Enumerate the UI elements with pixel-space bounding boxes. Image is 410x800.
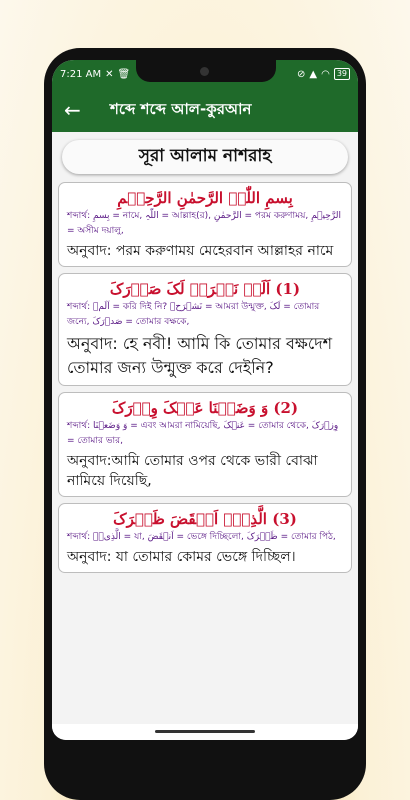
verse-translation: অনুবাদ: পরম করুণাময় মেহেরবান আল্লাহর নামে (67, 243, 334, 259)
surah-title: সূরা আলাম নাশরাহ (62, 140, 348, 174)
battery-icon: 39 (334, 68, 350, 80)
wifi-off-icon: ⊘ (296, 68, 306, 80)
wifi-icon: ◠ (321, 68, 330, 80)
verse-translation: অনুবাদ: যা তোমার কোমর ভেঙ্গে দিচ্ছিল। (67, 549, 296, 565)
delete-icon: 🗑 (117, 68, 131, 80)
navigation-bar (52, 724, 358, 740)
camera-icon (200, 67, 209, 76)
back-arrow-icon[interactable]: ← (64, 98, 81, 122)
verse-translation: অনুবাদ:আমি তোমার ওপর থেকে ভারী বোঝা নামিয়ে দিয়েছি, (67, 453, 318, 489)
status-time: 7:21 AM (60, 68, 102, 80)
verse-arabic: (2) وَ وَضَعۡنَا عَنۡکَ وِزۡرَکَ (111, 399, 299, 417)
home-gesture-bar[interactable] (155, 730, 255, 733)
verse-arabic: (1) اَلَمۡ نَشۡرَحۡ لَکَ صَدۡرَکَ (109, 280, 301, 298)
verse-word-meaning: শব্দার্থ: اَلَمۡ = করি দিই নি? نَشۡرَحۡ = আমরা উন্মুক্ত, لَکَ = তোমার জন্যে, صَدۡرَکَ = তোমার বক্ষকে, (67, 302, 320, 327)
verse-list[interactable] (52, 132, 358, 740)
verse-word-meaning: শব্দার্থ: الَّذِیۡۤ = যা, اَنۡقَضَ = ভেঙ্গে দিচ্ছিলো, ظَہۡرَکَ = তোমার পিঠ, (67, 532, 336, 542)
verse-translation: অনুবাদ: হে নবী! আমি কি তোমার বক্ষদেশ তোমার জন্য উন্মুক্ত করে দেইনি? (67, 334, 333, 377)
vibrate-off-icon: ✕ (105, 68, 114, 80)
verse-word-meaning: শব্দার্থ: وَ وَضَعۡنَا = এবং আমরা নামিয়েছি, عَنۡکَ = তোমার থেকে, وِزۡرَکَ = তোমার ভার, (67, 421, 339, 446)
verse-card[interactable] (58, 392, 352, 497)
phone-screen (52, 60, 358, 740)
signal-icon: ▲ (309, 68, 318, 80)
verse-arabic: بِسمِ اللّٰہِ الرَّحمٰنِ الرَّحِیۡمِ (117, 189, 293, 207)
app-title: শব্দে শব্দে আল-কুরআন (110, 99, 252, 118)
verse-card[interactable] (58, 273, 352, 386)
verse-arabic: (3) الَّذِیۡۤ اَنۡقَضَ ظَہۡرَکَ (113, 510, 297, 528)
verse-card[interactable] (58, 503, 352, 573)
app-bar (52, 88, 358, 132)
verse-card[interactable] (58, 182, 352, 267)
camera-notch (136, 60, 276, 82)
verse-word-meaning: শব্দার্থ: بِسمِ = নামে, اللّٰہِ = আল্লাহ(র), الرَّحمٰنِ = পরম করুণাময়, الرَّحِیۡمِ = অসীম দয়ালু, (67, 211, 341, 236)
